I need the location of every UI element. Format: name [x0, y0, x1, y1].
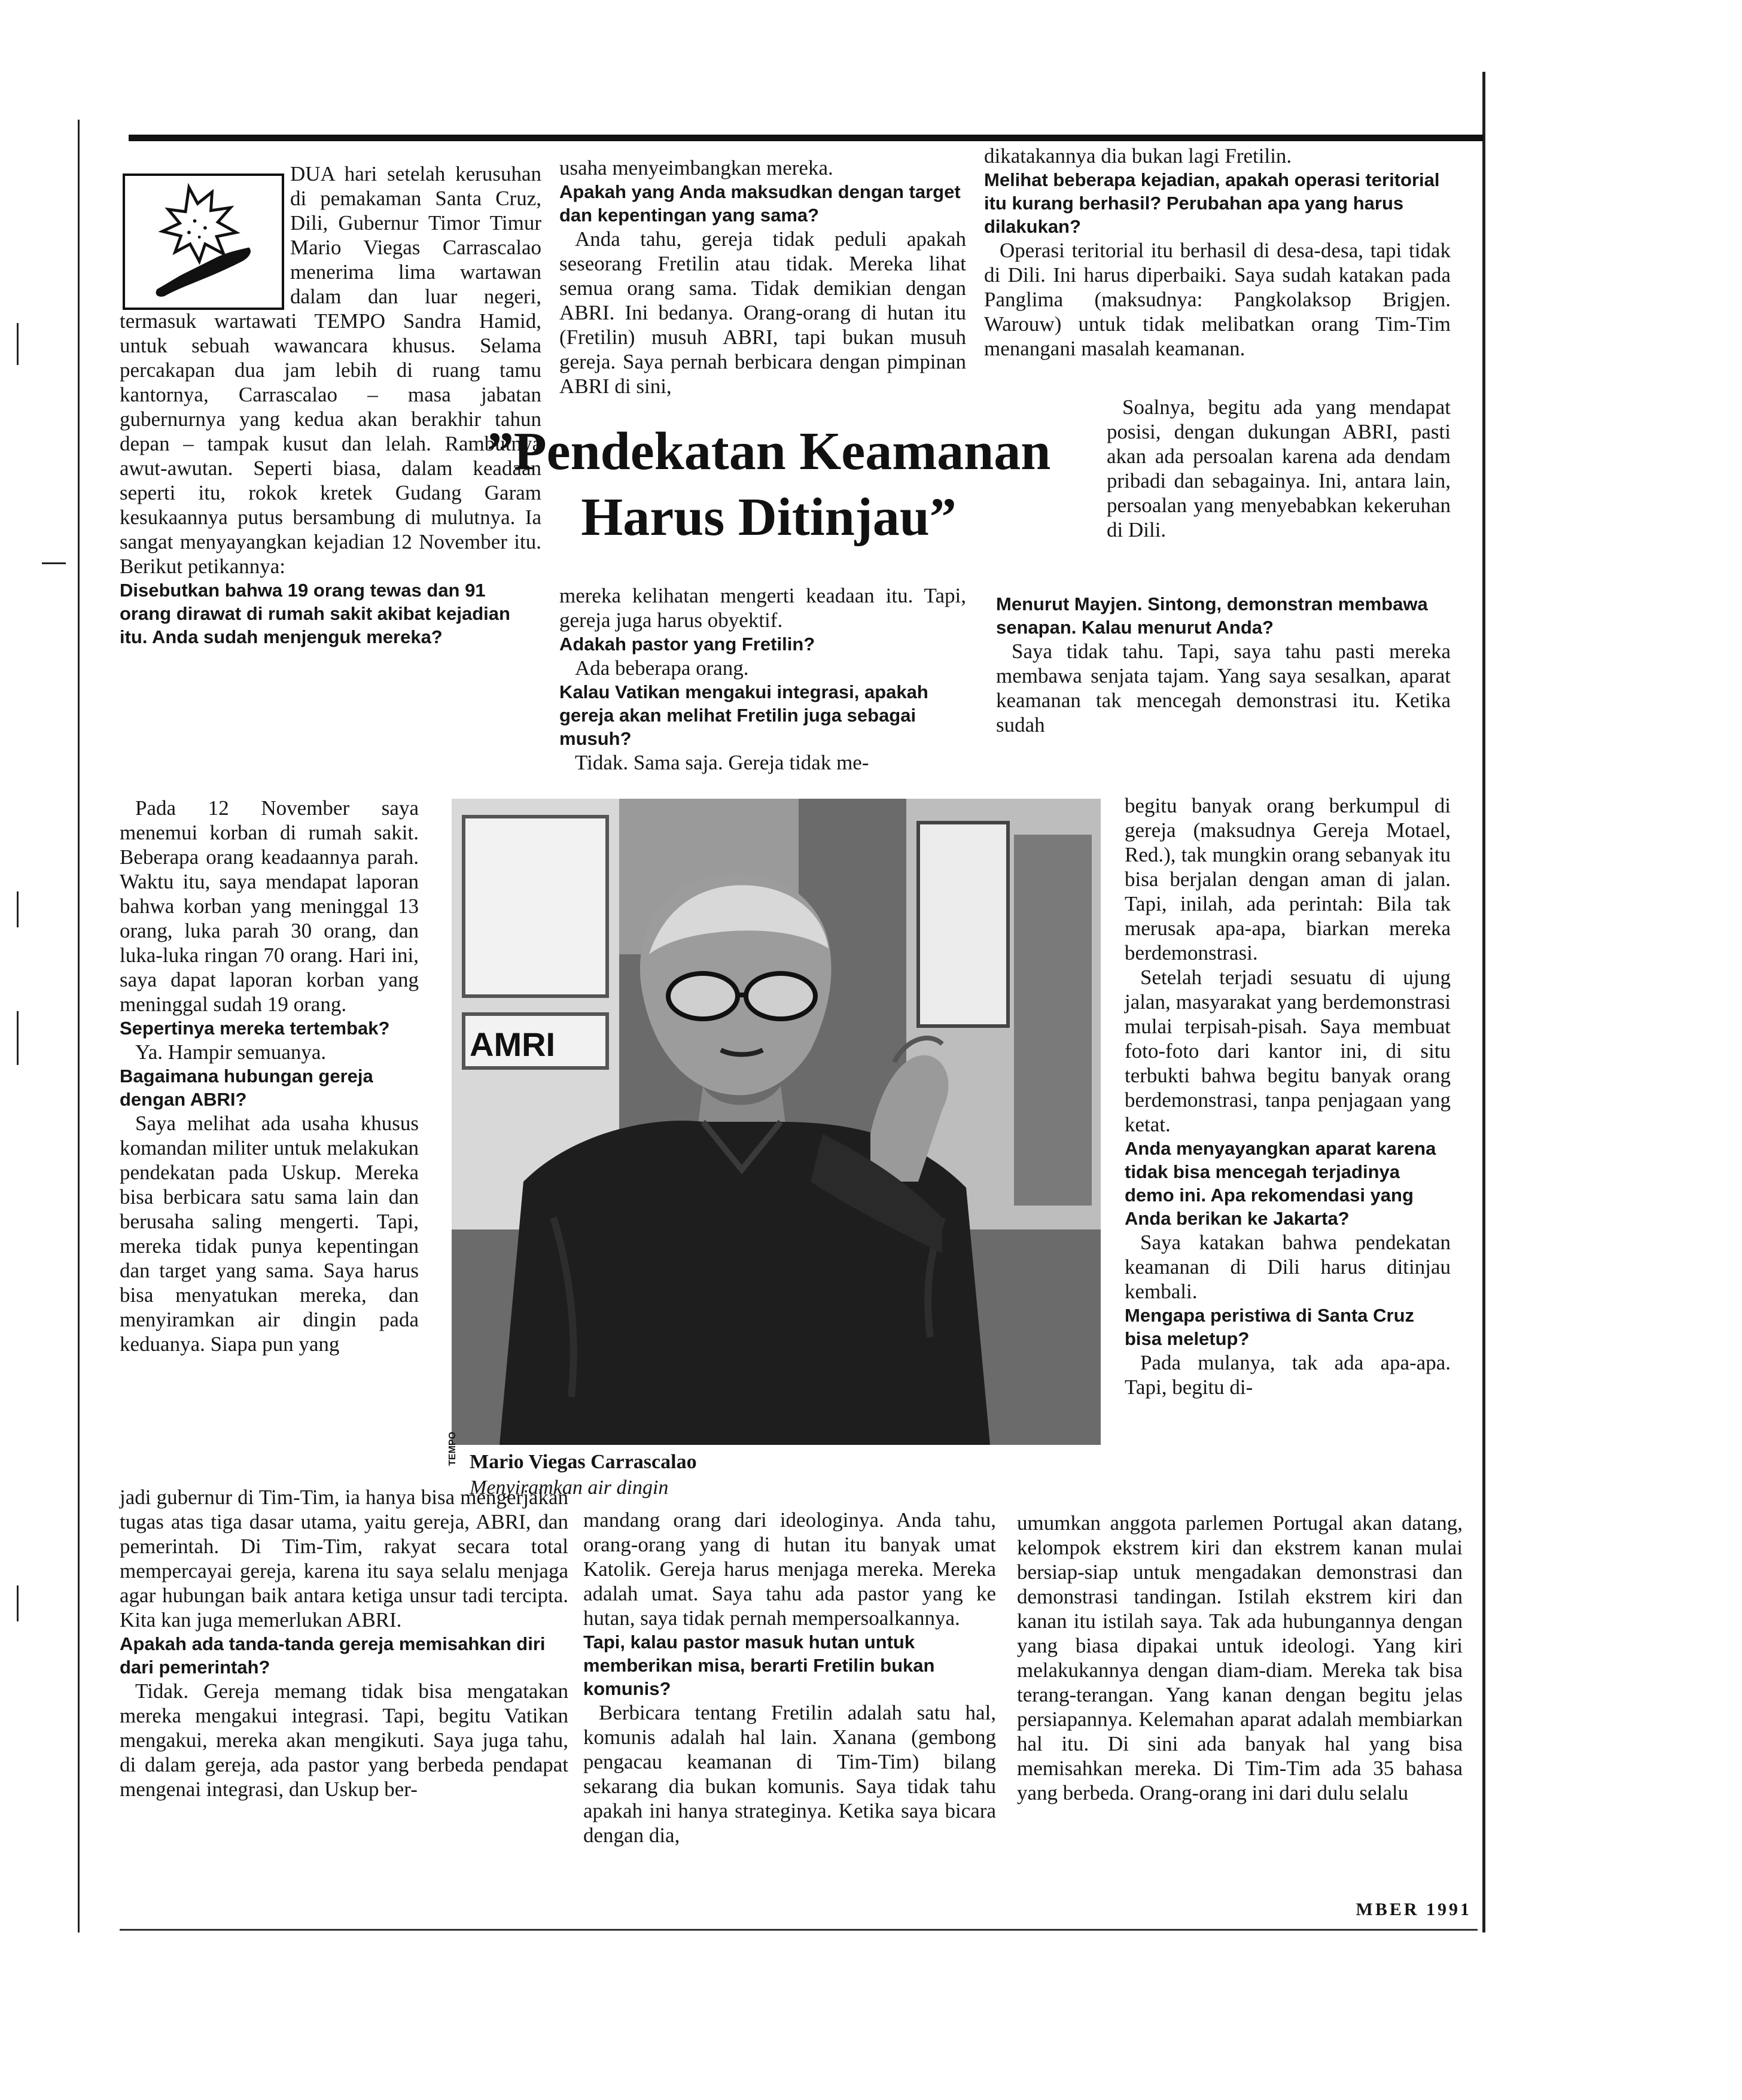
- bottom-rule: [120, 1929, 1478, 1931]
- paragraph: Tidak. Sama saja. Gereja tidak me-: [575, 751, 869, 774]
- interview-question: Tapi, kalau pastor masuk hutan untuk memberikan misa, berarti Fretilin bukan komunis?: [583, 1632, 935, 1699]
- photo-caption-name: Mario Viegas Carrascalao: [470, 1451, 697, 1473]
- paragraph: Saya katakan bahwa pendekatan keamanan di Dili harus ditinjau kembali.: [1125, 1231, 1451, 1303]
- article-column-3e: [1017, 1511, 1463, 1805]
- paragraph: Saya melihat ada usaha khusus komandan militer untuk melakukan pendekatan pada Uskup. Mereka bisa berbicara satu sama lain dan berusaha saling mengerti. Tapi, mereka tidak punya kepentingan dan target yang sama. Saya harus bisa menyatukan mereka, dan menyiramkan air dingin pada keduanya. Siapa pun yang: [120, 1112, 419, 1356]
- paragraph: umumkan anggota parlemen Portugal akan datang, kelompok ekstrem kiri dan ekstrem kanan mulai bersiap-siap untuk mengadakan demonstrasi dan demonstrasi tandingan. Istilah ekstrem kiri dan kanan itu istilah saya. Tak ada hubungannya dengan yang biasa dipakai untuk ideologi. Yang kiri melakukannya dengan diam-diam. Mereka tak bisa terang-terangan. Yang kanan dengan begitu jelas persiapannya. Kelemahan aparat adalah membiarkan hal itu. Di sini ada banyak hal yang bisa memisahkan mereka. Di Tim-Tim ada 35 bahasa yang berbeda. Orang-orang ini dari dulu selalu: [1017, 1511, 1463, 1804]
- margin-mark: [17, 891, 19, 927]
- interview-question: Menurut Mayjen. Sintong, demonstran membawa senapan. Kalau menurut Anda?: [996, 594, 1428, 638]
- article-column-2b: [559, 583, 966, 775]
- photo-caption-subtitle: Menyiramkan air dingin: [470, 1477, 669, 1499]
- portrait-photo: [452, 799, 1101, 1445]
- interview-question: Kalau Vatikan mengakui integrasi, apakah gereja akan melihat Fretilin juga sebagai musuh?: [559, 681, 928, 749]
- headline-line-2: Harus Ditinjau”: [581, 488, 957, 547]
- bus-sign-text: AMRI: [470, 1025, 556, 1063]
- paragraph: Pada mulanya, tak ada apa-apa. Tapi, begitu di-: [1125, 1351, 1451, 1399]
- article-column-1a-wrap: [120, 162, 541, 649]
- page-border-left: [78, 120, 80, 1932]
- page-border-right: [1482, 72, 1485, 1932]
- paragraph: Anda tahu, gereja tidak peduli apakah seseorang Fretilin atau tidak. Mereka lihat semua orang sama. Tidak demikian dengan ABRI. Ini bedanya. Orang-orang di hutan itu (Fretilin) musuh ABRI, tapi bukan musuh gereja. Saya pernah berbicara dengan pimpinan ABRI di sini,: [559, 227, 966, 398]
- article-column-3c: [996, 592, 1451, 737]
- margin-mark: [17, 323, 19, 365]
- paragraph: mandang orang dari ideologinya. Anda tahu, orang-orang yang di hutan itu banyak umat Katolik. Gereja harus menjaga mereka. Mereka adalah umat. Saya tahu ada pastor yang ke hutan, saya tidak pernah mempersoalkannya.: [583, 1508, 996, 1630]
- interview-question: Adakah pastor yang Fretilin?: [559, 634, 815, 655]
- margin-mark: [17, 1011, 19, 1065]
- paragraph: jadi gubernur di Tim-Tim, ia hanya bisa mengerjakan tugas atas tiga dasar utama, yaitu gereja, ABRI, dan pemerintah. Di Tim-Tim, rakyat secara total mempercayai gereja, karena itu saya selalu menjaga agar hubungan baik antara ketiga unsur tadi tercipta. Kita kan juga memerlukan ABRI.: [120, 1486, 568, 1632]
- paragraph: Saya tidak tahu. Tapi, saya tahu pasti mereka membawa senjata tajam. Yang saya sesalkan, aparat keamanan tak mencegah demonstrasi itu. Ketika sudah: [996, 640, 1451, 736]
- paragraph: Operasi teritorial itu berhasil di desa-desa, tapi tidak di Dili. Ini harus diperbaiki. Saya sudah katakan pada Panglima (maksudnya: Pangkolaksop Brigjen. Warouw) untuk tidak melibatkan orang Tim-Tim menangani masalah keamanan.: [984, 239, 1451, 360]
- paragraph: usaha menyeimbangkan mereka.: [559, 156, 833, 179]
- paragraph: Ya. Hampir semuanya.: [135, 1040, 327, 1064]
- article-column-3b: [1107, 395, 1451, 542]
- paragraph: begitu banyak orang berkumpul di gereja (maksudnya Gereja Motael, Red.), tak mungkin orang sebanyak itu bisa berjalan dengan aman di jalan. Tapi, inilah, ada perintah: Bila tak merusak apa-apa, biarkan mereka berdemonstrasi.: [1125, 794, 1451, 964]
- article-column-2c: [583, 1508, 996, 1848]
- logo-spacer: [120, 162, 290, 302]
- paragraph: Ada beberapa orang.: [575, 656, 749, 680]
- article-column-2a: [559, 156, 966, 398]
- paragraph: Pada 12 November saya menemui korban di rumah sakit. Beberapa orang keadaannya parah. Waktu itu, saya mendapat laporan bahwa korban yang meninggal 13 orang, luka parah 30 orang, dan luka-luka ringan 70 orang. Hari ini, saya dapat laporan korban yang meninggal sudah 19 orang.: [120, 796, 419, 1016]
- interview-question: Sepertinya mereka tertembak?: [120, 1018, 390, 1039]
- interview-question: Mengapa peristiwa di Santa Cruz bisa meletup?: [1125, 1305, 1415, 1349]
- paragraph: Berbicara tentang Fretilin adalah satu hal, komunis adalah hal lain. Xanana (gembong pengacau keamanan di Tim-Tim) bilang sekarang dia bukan komunis. Saya tidak tahu apakah ini hanya strateginya. Ketika saya bicara dengan dia,: [583, 1701, 996, 1847]
- article-column-1b: [120, 796, 419, 1356]
- photo-illustration: [452, 799, 1101, 1445]
- margin-mark: [17, 1585, 19, 1621]
- interview-question: Apakah ada tanda-tanda gereja memisahkan diri dari pemerintah?: [120, 1633, 546, 1678]
- footer-date-fragment: MBER 1991: [1356, 1900, 1472, 1919]
- paragraph: Setelah terjadi sesuatu di ujung jalan, masyarakat yang berdemonstrasi mulai terpisah-pisah. Saya membuat foto-foto dari kantor ini, di situ terbukti bahwa begitu banyak orang berdemonstrasi, tanpa penjagaan yang ketat.: [1125, 966, 1451, 1136]
- top-rule: [129, 135, 1484, 141]
- headline-line-1: ”Pendekatan Keamanan: [486, 422, 1051, 481]
- interview-question: Disebutkan bahwa 19 orang tewas dan 91 orang dirawat di rumah sakit akibat kejadian itu. Anda sudah menjenguk mereka?: [120, 580, 510, 647]
- article-column-3d: [1125, 793, 1451, 1399]
- paragraph: DUA hari setelah kerusuhan di pemakaman Santa Cruz, Dili, Gubernur Timor Timur Mario Viegas Carrascalao menerima lima wartawan dalam dan luar negeri, termasuk wartawati TEMPO Sandra Hamid, untuk sebuah wawancara khusus. Selama percakapan dua jam lebih di ruang tamu kantornya, Carrascalao – masa jabatan gubernurnya yang kedua akan berakhir tahun depan – tampak kusut dan lelah. Rambutnya awut-awutan. Seperti biasa, dalam keadaan seperti itu, rokok kretek Gudang Garam kesukaannya putus bersambung di mulutnya. Ia sangat menyayangkan kejadian 12 November itu. Berikut petikannya:: [120, 162, 541, 578]
- paragraph: dikatakannya dia bukan lagi Fretilin.: [984, 144, 1292, 168]
- paragraph: Soalnya, begitu ada yang mendapat posisi, dengan dukungan ABRI, pasti akan ada persoalan karena ada dendam pribadi dan sebagainya. Ini, antara lain, persoalan yang menyebabkan kekeruhan di Dili.: [1107, 395, 1451, 541]
- photo-credit: TEMPO: [447, 1432, 458, 1466]
- margin-mark: [42, 562, 66, 564]
- paragraph: mereka kelihatan mengerti keadaan itu. Tapi, gereja juga harus obyektif.: [559, 584, 966, 632]
- interview-question: Anda menyayangkan aparat karena tidak bisa mencegah terjadinya demo ini. Apa rekomendasi yang Anda berikan ke Jakarta?: [1125, 1138, 1436, 1229]
- interview-question: Apakah yang Anda maksudkan dengan target dan kepentingan yang sama?: [559, 181, 961, 226]
- article-column-1c: [120, 1485, 568, 1801]
- interview-question: Melihat beberapa kejadian, apakah operasi teritorial itu kurang berhasil? Perubahan apa yang harus dilakukan?: [984, 169, 1440, 237]
- headline: [443, 419, 1095, 550]
- article-column-3a: [984, 144, 1451, 361]
- paragraph: Tidak. Gereja memang tidak bisa mengatakan mereka mengakui integrasi. Tapi, begitu Vatikan mengakui, mereka akan mengikuti. Saya juga tahu, di dalam gereja, ada pastor yang berbeda pendapat mengenai integrasi, dan Uskup ber-: [120, 1679, 568, 1801]
- interview-question: Bagaimana hubungan gereja dengan ABRI?: [120, 1066, 373, 1110]
